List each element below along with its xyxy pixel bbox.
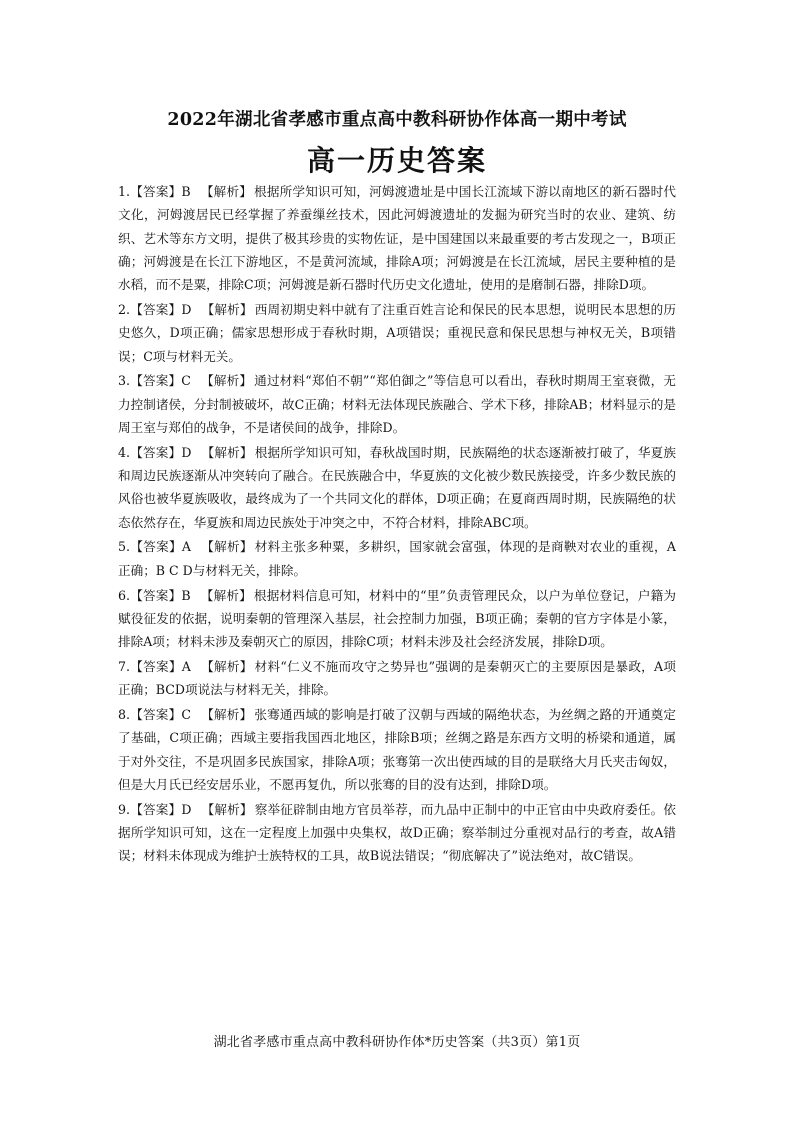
answer-item-6 [118,584,676,654]
analysis-label: 【解析】 [200,539,253,555]
question-number: 1. [118,184,131,199]
answer-label: 【答案】 [130,444,182,460]
page-title: 2022年湖北省孝感市重点高中教科研协作体高一期中考试 [167,110,627,130]
question-number: 9. [118,801,131,817]
answer-item-1 [118,180,676,296]
analysis-label: 【解析】 [200,658,253,674]
analysis-text: 材料主张多种粟，多耕织，国家就会富强，体现的是商鞅对农业的重视，A正确；B C D与材料无关，排除。 [118,539,677,578]
answer-label: 【答案】 [130,539,182,555]
analysis-label: 【解析】 [200,184,253,199]
answer-label: 【答案】 [130,587,182,603]
page-subtitle: 高一历史答案 [306,144,487,177]
question-number: 8. [118,707,131,723]
answer-item-8 [118,703,676,796]
answer-label: 【答案】 [130,373,182,389]
answer-list [118,180,676,869]
analysis-label: 【解析】 [200,373,253,389]
page-footer: 湖北省孝感市重点高中教科研协作体*历史答案（共3页）第1页 [213,1035,581,1050]
answer-label: 【答案】 [130,707,182,723]
answer-label: 【答案】 [130,658,182,674]
answer-item-3 [118,369,676,439]
analysis-text: 通过材料“郑伯不朝”“郑伯御之”等信息可以看出，春秋时期周王室衰微，无力控制诸侯，分封制被破坏，故C正确；材料无法体现民族融合、学术下移，排除AB；材料显示的是周王室与郑伯的战争，不是诸侯间的战争，排除D。 [118,373,677,435]
answer-item-9 [118,798,676,868]
question-number: 4. [118,444,131,460]
answer-choice: D [181,301,192,317]
answer-label: 【答案】 [130,301,182,317]
analysis-text: 根据所学知识可知，春秋战国时期，民族隔绝的状态逐渐被打破了，华夏族和周边民族逐渐从冲突转向了融合。在民族融合中，华夏族的文化被少数民族接受，许多少数民族的风俗也被华夏族吸收，最终成为了一个共同文化的群体，D项正确；在夏商西周时期，民族隔绝的状态依然存在，华夏族和周边民族处于冲突之中，不符合材料，排除ABC项。 [118,444,677,530]
answer-item-4 [118,441,676,534]
analysis-label: 【解析】 [201,707,253,723]
analysis-label: 【解析】 [201,301,253,317]
answer-item-5 [118,535,676,582]
analysis-text: 根据所学知识可知，河姆渡遗址是中国长江流域下游以南地区的新石器时代文化，河姆渡居民已经掌握了养蚕缫丝技术，因此河姆渡遗址的发掘为研究当时的农业、建筑、纺织、艺术等东方文明，提供了极其珍贵的实物佐证，是中国建国以来最重要的考古发现之一，B项正确；河姆渡是在长江下游地区，不是黄河流域，排除A项；河姆渡是在长江流域，居民主要种植的是水稻，而不是粟，排除C项；河姆渡是新石器时代历史文化遗址，使用的是磨制石器，排除D项。 [118,184,677,293]
analysis-label: 【解析】 [201,444,253,460]
analysis-label: 【解析】 [201,801,253,817]
analysis-text: 材料“仁义不施而攻守之势异也”强调的是秦朝灭亡的主要原因是暴政，A项正确；BCD项说法与材料无关，排除。 [118,658,677,698]
analysis-text: 根据材料信息可知，材料中的“里”负责管理民众，以户为单位登记，户籍为赋役征发的依据，说明秦朝的管理深入基层，社会控制力加强，B项正确；秦朝的官方字体是小篆，排除A项；材料未涉及秦朝灭亡的原因，排除C项；材料未涉及社会经济发展，排除D项。 [118,587,676,650]
question-number: 6. [118,587,131,603]
answer-choice: B [181,184,191,199]
analysis-text: 西周初期史料中就有了注重百姓言论和保民的民本思想，说明民本思想的历史悠久，D项正确；儒家思想形成于春秋时期，A项错误；重视民意和保民思想与神权无关，B项错误；C项与材料无关。 [118,301,677,364]
answer-label: 【答案】 [130,184,182,199]
question-number: 2. [118,301,131,317]
question-number: 5. [118,539,131,555]
question-number: 3. [118,373,131,389]
analysis-text: 张骞通西域的影响是打破了汉朝与西域的隔绝状态，为丝绸之路的开通奠定了基础，C项正确；西域主要指我国西北地区，排除B项；丝绸之路是东西方文明的桥梁和通道，属于对外交往，不是巩固多民族国家，排除A项；张骞第一次出使西域的目的是联络大月氏夹击匈奴，但是大月氏已经安居乐业，不愿再复仇，所以张骞的目的没有达到，排除D项。 [118,707,677,792]
answer-choice: C [181,373,191,389]
answer-choice: B [181,587,191,603]
analysis-label: 【解析】 [200,587,252,603]
question-number: 7. [118,658,131,674]
answer-choice: D [181,801,192,817]
answer-choice: C [181,707,191,723]
answer-item-7 [118,655,676,702]
answer-choice: D [181,444,192,460]
answer-choice: A [181,658,191,674]
analysis-text: 察举征辟制由地方官员举荐，而九品中正制中的中正官由中央政府委任。依据所学知识可知，这在一定程度上加强中央集权，故D正确；察举制过分重视对品行的考查，故A错误；材料未体现成为维护士族特权的工具，故B说法错误；“彻底解决了”说法绝对，故C错误。 [118,801,677,864]
answer-label: 【答案】 [130,801,182,817]
answer-choice: A [181,539,191,555]
answer-item-2 [118,298,676,368]
